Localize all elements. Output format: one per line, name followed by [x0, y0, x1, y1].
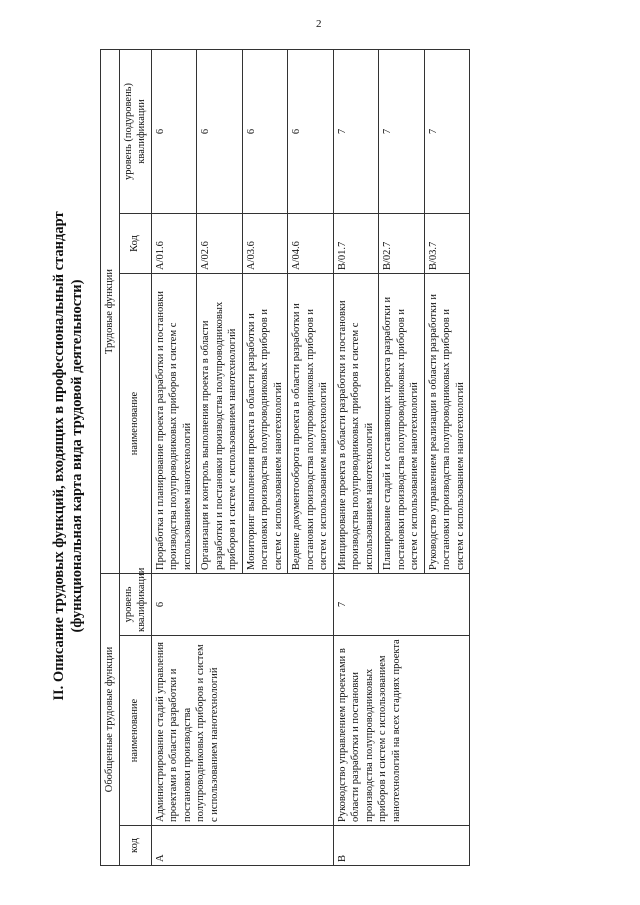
header-generalized: Обобщенные трудовые функции — [101, 574, 120, 866]
function-level: 6 — [151, 49, 197, 213]
heading-line-2: (функциональная карта вида трудовой деятельности) — [69, 279, 85, 633]
function-level: 7 — [333, 49, 379, 213]
function-code: A/03.6 — [242, 214, 288, 274]
function-level: 7 — [379, 49, 425, 213]
page-number: 2 — [316, 18, 322, 30]
table-row — [151, 49, 197, 865]
function-code: B/03.7 — [424, 214, 470, 274]
function-name: Инициирование проекта в области разработки и постановки производства полупроводниковых приборов и систем с использованием нанотехнологий — [333, 274, 379, 574]
group-level: 6 — [151, 574, 333, 636]
table-row — [333, 49, 379, 865]
section-heading — [50, 46, 86, 866]
header-row-2 — [119, 49, 151, 865]
function-code: A/04.6 — [288, 214, 334, 274]
function-code: A/01.6 — [151, 214, 197, 274]
function-code: B/02.7 — [379, 214, 425, 274]
group-code: B — [333, 826, 470, 866]
function-name: Планирование стадий и составляющих проекта разработки и постановки производства полупроводниковых приборов и систем с использованием нанотехнологий — [379, 274, 425, 574]
function-level: 6 — [242, 49, 288, 213]
function-code: B/01.7 — [333, 214, 379, 274]
group-name: Администрирование стадий управления проектами в области разработки и постановки производства полупроводниковых приборов и систем с использованием нанотехнологий — [151, 636, 333, 826]
rotated-page-content — [50, 46, 570, 866]
function-name: Руководство управлением реализации в области разработки и постановки производства полупроводниковых приборов и систем с использованием нанотехнологий — [424, 274, 470, 574]
header-level: уровень квалификации — [119, 574, 151, 636]
function-name: Организация и контроль выполнения проекта в области разработки и постановки производства полупроводниковых приборов и систем с использованием нанотехнологий — [197, 274, 243, 574]
function-name: Проработка и планирование проекта разработки и постановки производства полупроводниковых приборов и систем с использованием нанотехнологий — [151, 274, 197, 574]
header-tf-level: уровень (подуровень) квалификации — [119, 49, 151, 213]
header-row-1 — [101, 49, 120, 865]
function-name: Мониторинг выполнения проекта в области разработки и постановки производства полупроводниковых приборов и систем с использованием нанотехнологий — [242, 274, 288, 574]
header-tf-code: Код — [119, 214, 151, 274]
function-level: 7 — [424, 49, 470, 213]
header-name: наименование — [119, 636, 151, 826]
function-level: 6 — [197, 49, 243, 213]
function-name: Ведение документооборота проекта в области разработки и постановки производства полупроводниковых приборов и систем с использованием нанотехнологий — [288, 274, 334, 574]
header-labor: Трудовые функции — [101, 49, 120, 573]
function-code: A/02.6 — [197, 214, 243, 274]
header-tf-name: наименование — [119, 274, 151, 574]
group-name: Руководство управлением проектами в области разработки и постановки производства полупроводниковых приборов и систем с использованием нанотехнологий на всех стадиях проекта — [333, 636, 470, 826]
group-level: 7 — [333, 574, 470, 636]
header-code: код — [119, 826, 151, 866]
group-code: A — [151, 826, 333, 866]
function-level: 6 — [288, 49, 334, 213]
functional-map-table — [100, 49, 470, 866]
heading-line-1: II. Описание трудовых функций, входящих в профессиональный стандарт — [51, 211, 67, 701]
